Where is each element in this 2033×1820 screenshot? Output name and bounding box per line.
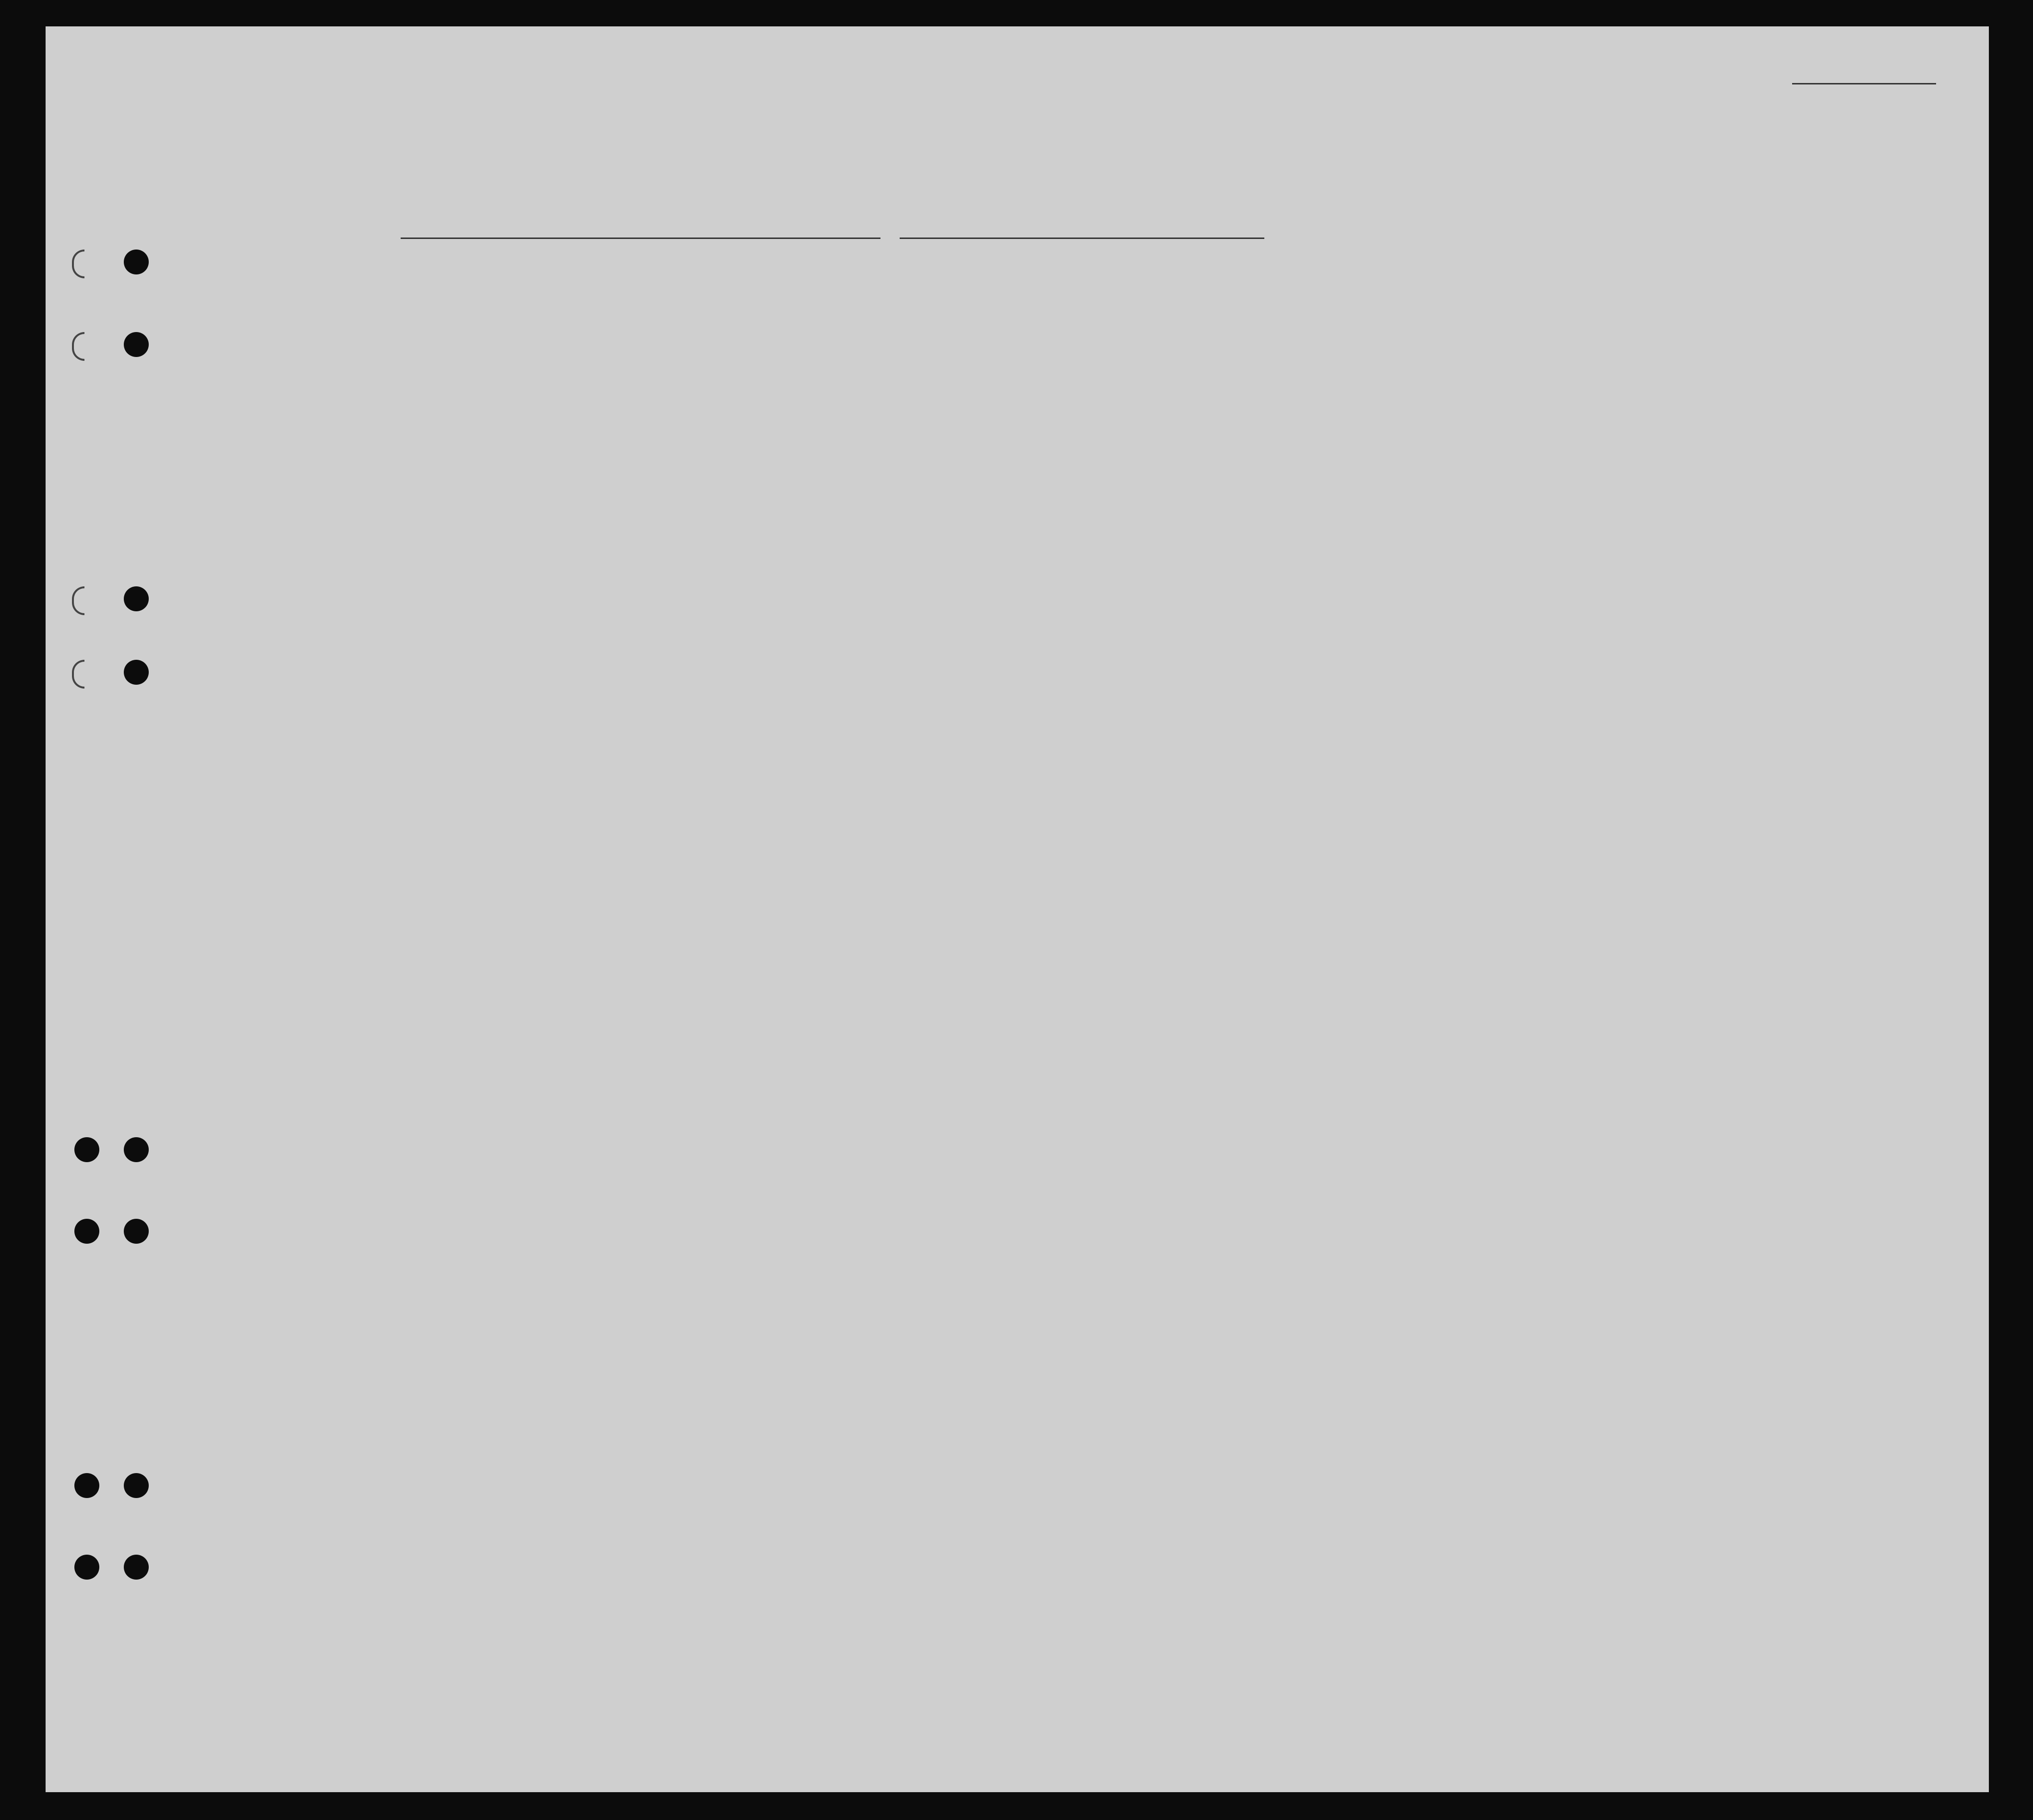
punch-hole (124, 660, 149, 685)
header-feet (1707, 405, 1726, 444)
header-polygamist (1391, 324, 1415, 453)
header-overthrow (1444, 324, 1497, 453)
punch-hole (74, 1219, 99, 1244)
header-labor (1499, 324, 1543, 453)
header-ticket (626, 309, 655, 453)
punch-hole (74, 1555, 99, 1580)
header-citizen (1329, 333, 1358, 453)
header-possession (753, 309, 782, 453)
punch-hole (74, 1137, 99, 1162)
punch-hole (74, 1473, 99, 1498)
header-prison (1363, 324, 1391, 453)
punch-hole (124, 586, 149, 611)
header-deported (1545, 324, 1588, 453)
punch-hole (124, 1555, 149, 1580)
header-length-of-time (1274, 333, 1303, 453)
header-anarchist (1418, 324, 1442, 453)
punch-hole (124, 1137, 149, 1162)
list-number (1792, 83, 1936, 84)
manifest-sheet (46, 26, 1989, 1792)
punch-hole (124, 1219, 149, 1244)
punch-hole (124, 1473, 149, 1498)
port-underline (401, 238, 880, 239)
punch-hole (124, 332, 149, 357)
punch-hole (124, 250, 149, 274)
date-underline (900, 238, 1264, 239)
header-inches (1731, 405, 1750, 449)
